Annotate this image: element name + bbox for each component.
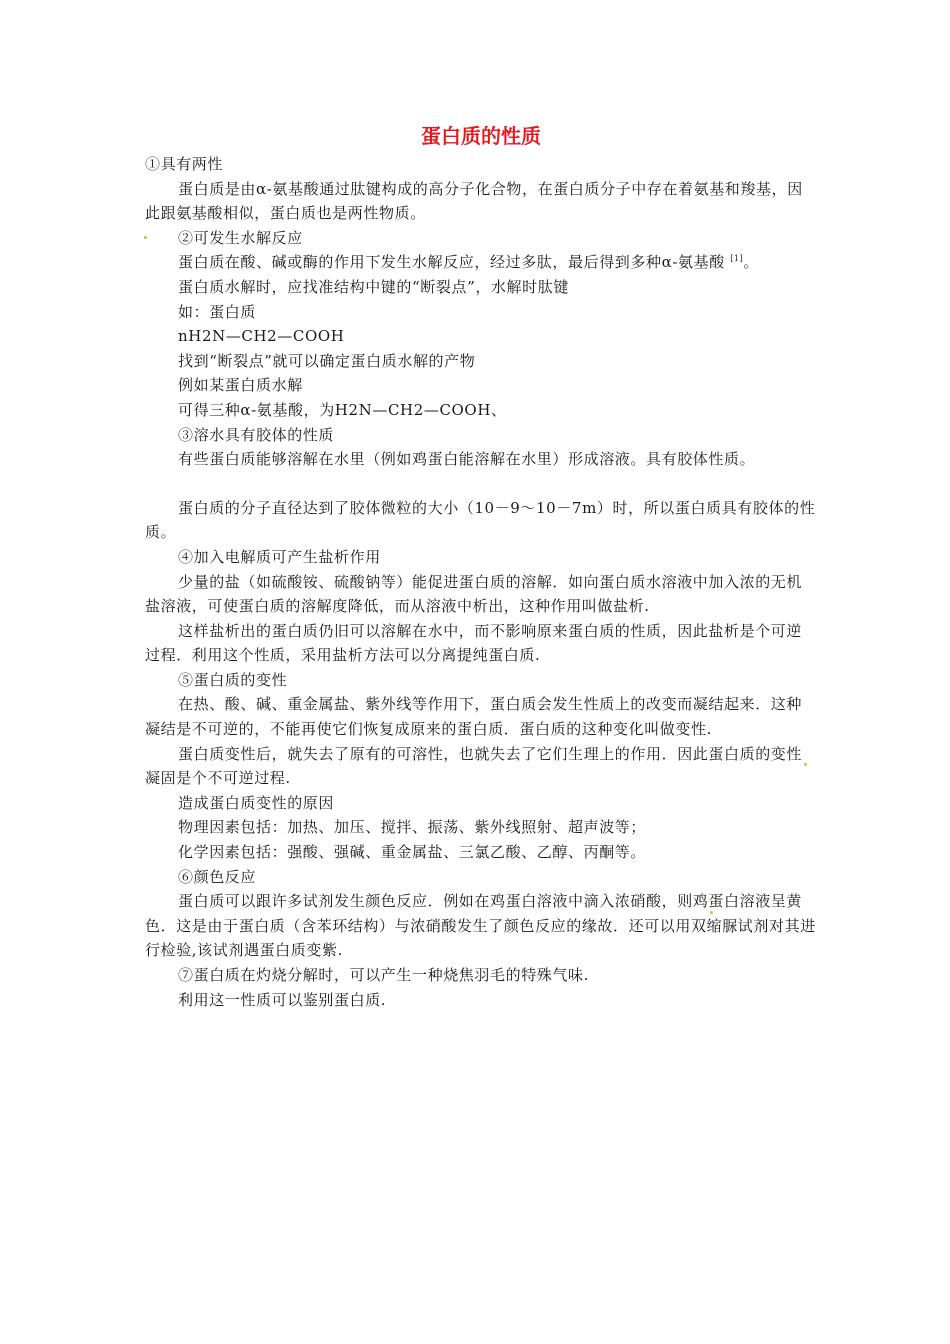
paragraph-example-protein: 如：蛋白质: [178, 302, 257, 321]
paragraph-three-amino-acids: 可得三种α-氨基酸，为H2N—CH2—COOH、: [178, 400, 507, 419]
paragraph-irreversible: 蛋白质变性后，就失去了原有的可溶性，也就失去了它们生理上的作用．因此蛋白质的变性凝固是个不可逆过程.: [145, 744, 803, 788]
scan-speckle: [710, 911, 713, 914]
section-heading-hydrolysis: ②可发生水解反应: [178, 228, 303, 247]
section-heading-burning: ⑦蛋白质在灼烧分解时，可以产生一种烧焦羽毛的特殊气味.: [178, 966, 589, 984]
paragraph-salting-out: 少量的盐（如硫酸铵、硫酸钠等）能促进蛋白质的溶解．如向蛋白质水溶液中加入浓的无机盐溶液，可使蛋白质的溶解度降低，而从溶液中析出，这种作用叫做盐析.: [145, 572, 803, 616]
section-heading-amphoteric: ①具有两性: [145, 155, 224, 173]
paragraph-physical-factors: 物理因素包括：加热、加压、搅拌、振荡、紫外线照射、超声波等；: [178, 818, 647, 837]
paragraph-colloid-size: 蛋白质的分子直径达到了胶体微粒的大小（10－9～10－7m）时，所以蛋白质具有胶体的性质。: [145, 498, 816, 542]
paragraph-amphoteric: 蛋白质是由α-氨基酸通过肽键构成的高分子化合物，在蛋白质分子中存在着氨基和羧基，因此跟氨基酸相似，蛋白质也是两性物质。: [145, 179, 803, 223]
footnote-marker[interactable]: [1]: [730, 254, 744, 264]
page-title: 蛋白质的性质: [421, 124, 541, 148]
paragraph-gap: [145, 472, 817, 496]
paragraph-hydrolysis-text: 蛋白质在酸、碱或酶的作用下发生水解反应，经过多肽，最后得到多种α-氨基酸: [178, 253, 725, 272]
scan-speckle: [804, 763, 807, 766]
paragraph-chemical-factors: 化学因素包括：强酸、强碱、重金属盐、三氯乙酸、乙醇、丙酮等。: [178, 843, 647, 862]
section-heading-color-reaction: ⑥颜色反应: [178, 867, 257, 886]
paragraph-hydrolysis: [145, 250, 817, 275]
scan-speckle: [144, 236, 147, 239]
section-heading-denaturation: ⑤蛋白质的变性: [178, 670, 288, 689]
paragraph-example-hydrolysis: 例如某蛋白质水解: [178, 376, 303, 395]
document-page: [145, 120, 817, 1012]
paragraph-causes: 造成蛋白质变性的原因: [178, 793, 335, 812]
paragraph-denaturation: 在热、酸、碱、重金属盐、紫外线等作用下，蛋白质会发生性质上的改变而凝结起来．这种凝结是不可逆的，不能再使它们恢复成原来的蛋白质．蛋白质的这种变化叫做变性.: [145, 695, 803, 739]
footnote-tail: 。: [743, 253, 759, 272]
section-heading-salting-out: ④加入电解质可产生盐析作用: [178, 547, 381, 566]
formula-glycine: nH2N—CH2—COOH: [178, 327, 345, 346]
paragraph-find-breakpoint: 找到“断裂点”就可以确定蛋白质水解的产物: [178, 351, 476, 370]
paragraph-hydrolysis-breakpoint: 蛋白质水解时，应找准结构中键的“断裂点”，水解时肽键: [178, 277, 569, 296]
paragraph-reversible: 这样盐析出的蛋白质仍旧可以溶解在水中，而不影响原来蛋白质的性质，因此盐析是个可逆过程．利用这个性质，采用盐析方法可以分离提纯蛋白质.: [145, 621, 803, 665]
section-heading-colloid: ③溶水具有胶体的性质: [178, 425, 335, 444]
paragraph-colloid-solution: 有些蛋白质能够溶解在水里（例如鸡蛋白能溶解在水里）形成溶液。具有胶体性质。: [178, 450, 756, 469]
paragraph-identify: 利用这一性质可以鉴别蛋白质.: [178, 990, 387, 1009]
paragraph-color-reaction: 蛋白质可以跟许多试剂发生颜色反应．例如在鸡蛋白溶液中滴入浓硝酸，则鸡蛋白溶液呈黄色．这是由于蛋白质（含苯环结构）与浓硝酸发生了颜色反应的缘故．还可以用双缩脲试剂对其进行检验,该试剂遇蛋白质变紫.: [145, 892, 816, 960]
